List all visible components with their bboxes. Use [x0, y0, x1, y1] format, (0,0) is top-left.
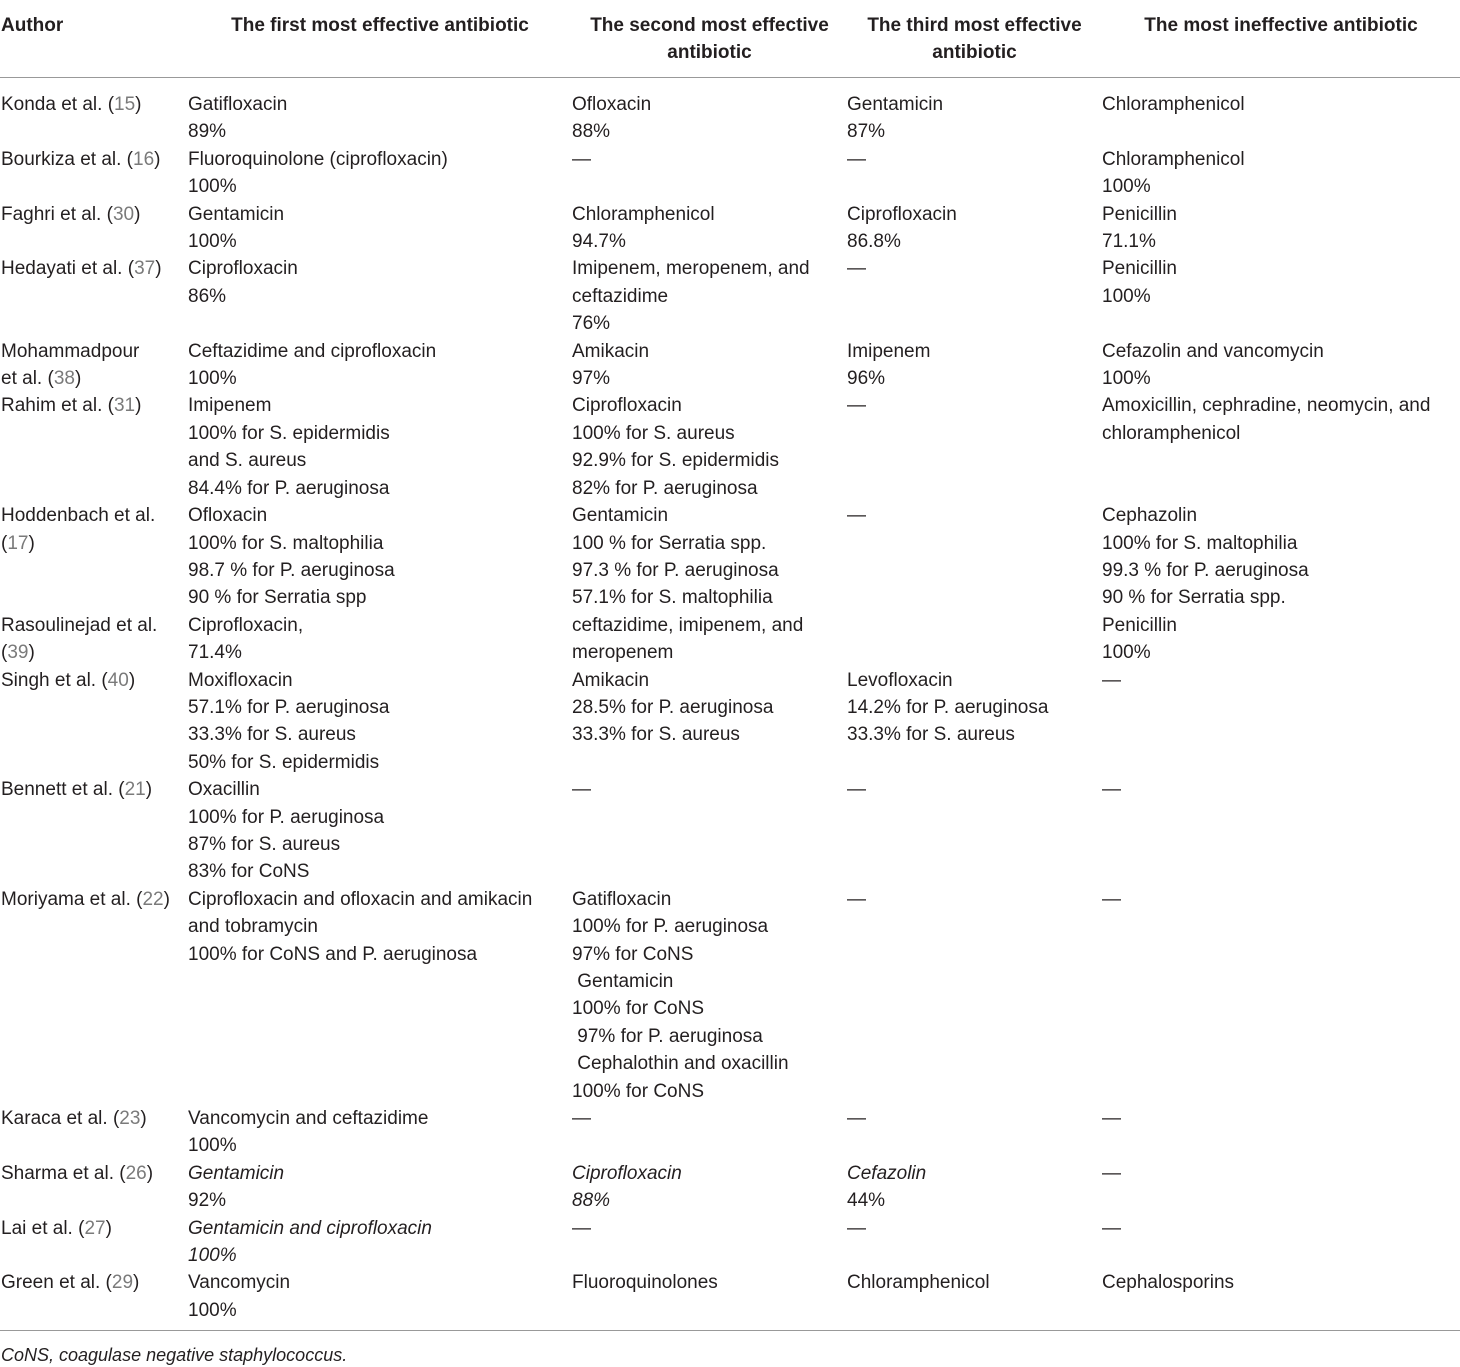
author-cell — [0, 146, 188, 201]
worst-cell — [1102, 392, 1460, 502]
third-cell — [847, 1215, 1102, 1270]
table-row — [0, 201, 1460, 256]
cell-line: 88% — [572, 121, 611, 143]
cell-line: Amikacin — [572, 340, 650, 362]
cell-line: — — [847, 258, 866, 280]
header-first: The first most effective antibiotic — [231, 15, 529, 36]
author-cell — [0, 392, 188, 502]
table-row — [0, 502, 1460, 612]
cell-line: Penicillin — [1102, 614, 1177, 636]
first-cell — [188, 1269, 572, 1330]
first-cell — [188, 502, 572, 612]
cell-line: and S. aureus — [188, 450, 307, 472]
table-row — [0, 1215, 1460, 1270]
author-cell — [0, 338, 188, 393]
author-cell — [0, 1215, 188, 1270]
cell-line: Cephalothin and oxacillin — [572, 1053, 789, 1075]
author-text: ) — [133, 1272, 140, 1294]
cell-line: Fluoroquinolones — [572, 1272, 718, 1294]
second-cell — [572, 502, 847, 612]
cell-line: Levofloxacin — [847, 669, 953, 691]
cell-line: — — [847, 395, 866, 417]
worst-cell — [1102, 502, 1460, 612]
cell-line: Fluoroquinolone (ciprofloxacin) — [188, 148, 448, 170]
third-cell — [847, 612, 1102, 667]
cell-line: Gentamicin — [188, 203, 285, 225]
cell-line: 100% for S. maltophilia — [188, 532, 384, 554]
cell-line: chloramphenicol — [1102, 422, 1241, 444]
worst-cell — [1102, 201, 1460, 256]
cell-line: — — [572, 779, 591, 801]
author-cell — [0, 667, 188, 777]
cell-line: — — [572, 1108, 591, 1130]
author-text: ) — [135, 395, 142, 417]
author-cell — [0, 502, 188, 612]
author-text: ) — [146, 1162, 154, 1184]
cell-line: 100% for CoNS and P. aeruginosa — [188, 943, 478, 965]
author-text: Rasoulinejad et al. — [1, 614, 158, 636]
cell-line: — — [847, 888, 866, 910]
author-cell — [0, 1160, 188, 1215]
cell-line: Cefazolin and vancomycin — [1102, 340, 1324, 362]
reference-link: 30 — [112, 203, 135, 225]
cell-line: Cephalosporins — [1102, 1272, 1235, 1294]
worst-cell — [1102, 255, 1460, 337]
cell-line: — — [1102, 888, 1121, 910]
author-cell — [0, 1269, 188, 1330]
cell-line: 100% — [188, 1245, 237, 1267]
reference-link: 16 — [133, 148, 155, 170]
second-cell — [572, 146, 847, 201]
third-cell — [847, 667, 1102, 777]
first-cell — [188, 776, 572, 886]
cell-line: Chloramphenicol — [847, 1272, 990, 1294]
author-text: ( — [1, 642, 8, 664]
reference-link: 37 — [134, 258, 156, 280]
cell-line: Ciprofloxacin — [188, 258, 298, 280]
second-cell — [572, 1160, 847, 1215]
cell-line: 14.2% for P. aeruginosa — [847, 696, 1049, 718]
cell-line: Chloramphenicol — [1102, 148, 1245, 170]
second-cell — [572, 392, 847, 502]
cell-line: 94.7% — [572, 231, 626, 253]
table-footnote: CoNS, coagulase negative staphylococcus. — [1, 1345, 348, 1365]
cell-line: Gentamicin — [188, 1162, 285, 1184]
cell-line: 76% — [572, 313, 611, 335]
cell-line: Vancomycin — [188, 1272, 291, 1294]
cell-line: 50% for S. epidermidis — [188, 751, 380, 773]
third-cell — [847, 1105, 1102, 1160]
cell-line: 100% for S. epidermidis — [188, 422, 390, 444]
cell-line: 28.5% for P. aeruginosa — [572, 696, 774, 718]
cell-line: Gentamicin — [572, 971, 674, 992]
table-row — [0, 78, 1460, 146]
cell-line: 100% for P. aeruginosa — [572, 916, 769, 938]
header-second: The second most effective antibiotic — [590, 15, 829, 63]
table-row — [0, 667, 1460, 777]
cell-line: 100% — [188, 231, 237, 253]
worst-cell — [1102, 78, 1460, 146]
cell-line: 100% for P. aeruginosa — [188, 806, 385, 828]
cell-line: Ciprofloxacin and ofloxacin and amikacin — [188, 888, 533, 910]
author-text: Faghri et al. ( — [1, 203, 113, 225]
second-cell — [572, 338, 847, 393]
author-text: ) — [134, 203, 141, 225]
cell-line: Ciprofloxacin — [847, 203, 957, 225]
cell-line: Gatifloxacin — [572, 888, 672, 910]
first-cell — [188, 255, 572, 337]
cell-line: Ceftazidime and ciprofloxacin — [188, 340, 437, 362]
cell-line: Chloramphenicol — [572, 203, 715, 225]
reference-link: 27 — [84, 1217, 106, 1239]
cell-line: 57.1% for S. maltophilia — [572, 587, 773, 609]
cell-line: 71.4% — [188, 642, 242, 664]
cell-line: — — [847, 505, 866, 527]
first-cell — [188, 886, 572, 1105]
cell-line: 100% — [188, 1299, 237, 1321]
cell-line: Amikacin — [572, 669, 650, 691]
first-cell — [188, 338, 572, 393]
cell-line: 57.1% for P. aeruginosa — [188, 696, 390, 718]
author-text: ) — [28, 642, 35, 664]
cell-line: Gentamicin — [847, 94, 944, 115]
first-cell — [188, 392, 572, 502]
cell-line: 97% — [572, 368, 611, 390]
cell-line: 100% — [1102, 176, 1151, 198]
author-cell — [0, 201, 188, 256]
table-row — [0, 612, 1460, 667]
worst-cell — [1102, 338, 1460, 393]
cell-line: 86% — [188, 285, 227, 307]
cell-line: ceftazidime — [572, 285, 669, 307]
table-row — [0, 886, 1460, 1105]
first-cell — [188, 78, 572, 146]
cell-line: Ofloxacin — [188, 505, 268, 527]
second-cell — [572, 78, 847, 146]
author-cell — [0, 886, 188, 1105]
cell-line: Ofloxacin — [572, 94, 652, 115]
author-text: Bourkiza et al. ( — [1, 148, 133, 170]
cell-line: — — [847, 1108, 866, 1130]
second-cell — [572, 255, 847, 337]
author-text: Sharma et al. ( — [1, 1162, 126, 1184]
cell-line: meropenem — [572, 642, 674, 664]
header-third: The third most effective antibiotic — [867, 15, 1082, 63]
author-text: ) — [128, 669, 136, 691]
cell-line: — — [847, 779, 866, 801]
reference-link: 15 — [114, 94, 136, 115]
cell-line: 84.4% for P. aeruginosa — [188, 477, 390, 499]
cell-line: — — [1102, 779, 1121, 801]
cell-line: Gentamicin — [572, 505, 669, 527]
table-body — [0, 78, 1460, 1331]
author-text: ) — [154, 148, 161, 170]
cell-line: 89% — [188, 121, 227, 143]
first-cell — [188, 146, 572, 201]
cell-line: 33.3% for S. aureus — [847, 724, 1015, 746]
cell-line: 87% for S. aureus — [188, 833, 341, 855]
table-row — [0, 338, 1460, 393]
cell-line: 100% — [188, 1135, 237, 1157]
cell-line: Gatifloxacin — [188, 94, 288, 115]
cell-line: Ciprofloxacin — [572, 1162, 682, 1184]
worst-cell — [1102, 1105, 1460, 1160]
author-cell — [0, 78, 188, 146]
header-worst: The most ineffective antibiotic — [1144, 15, 1418, 36]
author-text: Lai et al. ( — [1, 1217, 85, 1239]
cell-line: 33.3% for S. aureus — [188, 724, 356, 746]
cell-line: Imipenem — [847, 340, 931, 362]
author-text: Green et al. ( — [1, 1272, 112, 1294]
third-cell — [847, 338, 1102, 393]
cell-line: Cefazolin — [847, 1162, 927, 1184]
cell-line: Ciprofloxacin, — [188, 614, 304, 636]
reference-link: 26 — [125, 1162, 147, 1184]
table-row — [0, 1105, 1460, 1160]
third-cell — [847, 1269, 1102, 1330]
cell-line: 99.3 % for P. aeruginosa — [1102, 559, 1309, 581]
second-cell — [572, 667, 847, 777]
first-cell — [188, 201, 572, 256]
table-row — [0, 1269, 1460, 1330]
reference-link: 39 — [7, 642, 29, 664]
reference-link: 40 — [107, 669, 129, 691]
third-cell — [847, 201, 1102, 256]
worst-cell — [1102, 1215, 1460, 1270]
table-row — [0, 776, 1460, 886]
cell-line: — — [1102, 1108, 1121, 1130]
author-text: ) — [155, 258, 162, 280]
header-author: Author — [1, 15, 64, 36]
cell-line: 44% — [847, 1190, 886, 1212]
second-cell — [572, 612, 847, 667]
reference-link: 29 — [111, 1272, 134, 1294]
first-cell — [188, 612, 572, 667]
author-text: Karaca et al. ( — [1, 1108, 120, 1130]
author-text: Moriyama et al. ( — [1, 888, 143, 910]
reference-link: 38 — [53, 368, 75, 390]
cell-line: Gentamicin and ciprofloxacin — [188, 1217, 432, 1239]
cell-line: Vancomycin and ceftazidime — [188, 1108, 429, 1130]
cell-line: Ciprofloxacin — [572, 395, 682, 417]
author-text: ) — [163, 888, 170, 910]
cell-line: — — [1102, 1217, 1121, 1239]
author-text: Hedayati et al. ( — [1, 258, 135, 280]
table-row — [0, 146, 1460, 201]
author-text: Bennett et al. ( — [1, 779, 125, 801]
cell-line: 100% — [1102, 368, 1151, 390]
cell-line: 97.3 % for P. aeruginosa — [572, 559, 779, 581]
second-cell — [572, 776, 847, 886]
third-cell — [847, 146, 1102, 201]
cell-line: 100% for CoNS — [572, 998, 705, 1020]
worst-cell — [1102, 612, 1460, 667]
cell-line: 97% for P. aeruginosa — [572, 1025, 763, 1047]
cell-line: 90 % for Serratia spp — [188, 587, 367, 609]
author-cell — [0, 255, 188, 337]
author-text: ) — [135, 94, 142, 115]
cell-line: Chloramphenicol — [1102, 94, 1245, 115]
cell-line: 97% for CoNS — [572, 943, 694, 965]
cell-line: Imipenem, meropenem, and — [572, 258, 810, 280]
third-cell — [847, 776, 1102, 886]
cell-line: 100% — [188, 368, 237, 390]
cell-line: — — [572, 148, 591, 170]
cell-line: Imipenem — [188, 395, 272, 417]
cell-line: Moxifloxacin — [188, 669, 293, 691]
cell-line: 83% for CoNS — [188, 861, 310, 883]
cell-line: 90 % for Serratia spp. — [1102, 587, 1286, 609]
worst-cell — [1102, 146, 1460, 201]
author-text: ) — [140, 1108, 147, 1130]
cell-line: 100% for S. maltophilia — [1102, 532, 1298, 554]
cell-line: 96% — [847, 368, 886, 390]
author-text: ) — [74, 368, 82, 390]
cell-line: — — [572, 1217, 591, 1239]
cell-line: 33.3% for S. aureus — [572, 724, 740, 746]
reference-link: 17 — [7, 532, 29, 554]
author-cell — [0, 612, 188, 667]
cell-line: Amoxicillin, cephradine, neomycin, and — [1102, 395, 1431, 417]
author-text: Hoddenbach et al. — [1, 505, 156, 527]
reference-link: 22 — [142, 888, 164, 910]
cell-line: 100% for CoNS — [572, 1080, 705, 1102]
reference-link: 21 — [124, 779, 146, 801]
first-cell — [188, 1160, 572, 1215]
cell-line: 71.1% — [1102, 231, 1156, 253]
cell-line: 100 % for Serratia spp. — [572, 532, 767, 554]
third-cell — [847, 392, 1102, 502]
cell-line: 100% — [188, 176, 237, 198]
worst-cell — [1102, 1160, 1460, 1215]
cell-line: — — [847, 1217, 866, 1239]
second-cell — [572, 1215, 847, 1270]
cell-line: 88% — [572, 1190, 611, 1212]
third-cell — [847, 886, 1102, 1105]
author-text: et al. ( — [1, 368, 54, 390]
second-cell — [572, 886, 847, 1105]
table-row — [0, 1160, 1460, 1215]
author-text: ) — [105, 1217, 112, 1239]
table-row — [0, 255, 1460, 337]
worst-cell — [1102, 1269, 1460, 1330]
worst-cell — [1102, 667, 1460, 777]
cell-line: — — [847, 148, 866, 170]
third-cell — [847, 502, 1102, 612]
table-header — [0, 0, 1460, 78]
cell-line: 98.7 % for P. aeruginosa — [188, 559, 395, 581]
author-cell — [0, 776, 188, 886]
second-cell — [572, 1105, 847, 1160]
table-row — [0, 392, 1460, 502]
author-text: ( — [1, 532, 8, 554]
cell-line: 100% — [1102, 642, 1151, 664]
worst-cell — [1102, 886, 1460, 1105]
cell-line: 87% — [847, 121, 886, 143]
cell-line: Cephazolin — [1102, 505, 1198, 527]
third-cell — [847, 78, 1102, 146]
cell-line: 82% for P. aeruginosa — [572, 477, 758, 499]
cell-line: and tobramycin — [188, 916, 318, 938]
header-row — [0, 0, 1460, 78]
author-cell — [0, 1105, 188, 1160]
reference-link: 23 — [119, 1108, 141, 1130]
first-cell — [188, 1105, 572, 1160]
author-text: Konda et al. ( — [1, 94, 115, 115]
author-text: Mohammadpour — [1, 340, 140, 362]
worst-cell — [1102, 776, 1460, 886]
cell-line: Penicillin — [1102, 203, 1177, 225]
cell-line: 92% — [188, 1190, 227, 1212]
cell-line: 86.8% — [847, 231, 901, 253]
third-cell — [847, 255, 1102, 337]
cell-line: Oxacillin — [188, 779, 260, 801]
second-cell — [572, 1269, 847, 1330]
author-text: Singh et al. ( — [1, 669, 108, 691]
cell-line: — — [1102, 669, 1121, 691]
cell-line: — — [1102, 1162, 1121, 1184]
first-cell — [188, 667, 572, 777]
second-cell — [572, 201, 847, 256]
reference-link: 31 — [113, 395, 136, 417]
first-cell — [188, 1215, 572, 1270]
author-text: ) — [28, 532, 35, 554]
cell-line: 92.9% for S. epidermidis — [572, 450, 779, 472]
cell-line: ceftazidime, imipenem, and — [572, 614, 804, 636]
cell-line: Penicillin — [1102, 258, 1177, 280]
cell-line: 100% for S. aureus — [572, 422, 735, 444]
author-text: Rahim et al. ( — [1, 395, 114, 417]
cell-line: 100% — [1102, 285, 1151, 307]
third-cell — [847, 1160, 1102, 1215]
author-text: ) — [145, 779, 153, 801]
